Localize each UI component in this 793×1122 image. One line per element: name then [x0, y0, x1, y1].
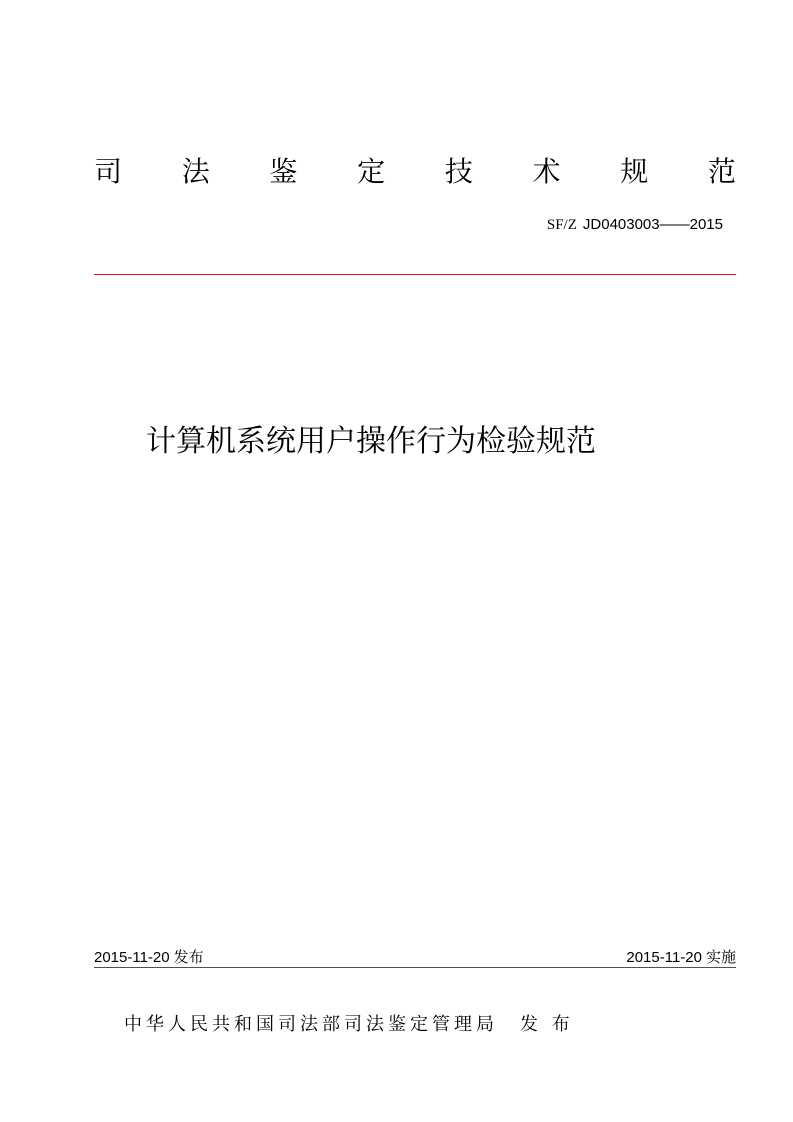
standard-code — [547, 214, 723, 235]
implement-label: 实施 — [705, 948, 736, 966]
standard-code-prefix: SF/Z — [546, 217, 577, 233]
series-heading — [94, 152, 736, 192]
implement-date: 2015-11-20 — [626, 949, 702, 966]
series-heading-char: 司 — [94, 155, 123, 188]
standard-code-number: JD0403003——2015 — [582, 216, 723, 233]
date-row — [94, 946, 736, 968]
issue-word: 发 布 — [520, 1014, 574, 1035]
implement-date-block — [626, 947, 736, 968]
series-heading-char: 鉴 — [269, 155, 298, 188]
series-heading-char: 术 — [532, 155, 561, 188]
series-heading-char: 范 — [707, 155, 736, 188]
bottom-divider — [94, 967, 736, 968]
publish-label: 发布 — [173, 948, 204, 966]
series-heading-char: 定 — [357, 155, 386, 188]
publish-date-block — [94, 947, 204, 968]
series-heading-char: 法 — [181, 155, 210, 188]
document-title: 计算机系统用户操作行为检验规范 — [146, 424, 596, 459]
publish-date: 2015-11-20 — [94, 949, 170, 966]
top-divider — [94, 274, 736, 275]
series-heading-char: 规 — [620, 155, 649, 188]
issuer-name: 中华人民共和国司法部司法鉴定管理局 — [124, 1014, 498, 1035]
issuer-row — [124, 1012, 684, 1038]
series-heading-char: 技 — [444, 155, 473, 188]
